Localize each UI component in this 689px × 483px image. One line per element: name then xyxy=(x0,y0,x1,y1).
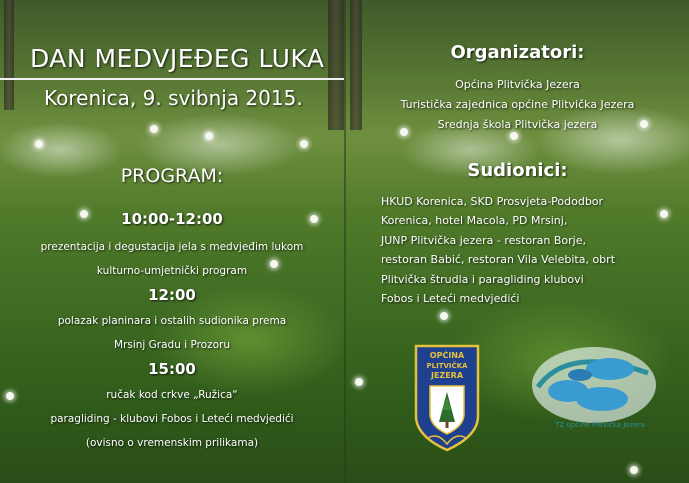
tree-trunk xyxy=(328,0,344,130)
flower xyxy=(35,140,43,148)
shield-text-top: OPĆINA xyxy=(429,351,465,360)
shield-text-mid: PLITVIČKA xyxy=(426,362,468,370)
program-time: 10:00-12:00 xyxy=(121,210,223,228)
event-date: Korenica, 9. svibnja 2015. xyxy=(44,86,303,110)
program-line: Mrsinj Gradu i Prozoru xyxy=(113,339,231,351)
program-line: ručak kod crkve „Ružica“ xyxy=(106,389,238,401)
panel-divider xyxy=(344,0,346,483)
flower xyxy=(440,312,448,320)
shield-text-bottom: JEZERA xyxy=(430,371,464,380)
program-heading: PROGRAM: xyxy=(120,165,224,187)
organizer-line: Općina Plitvička Jezera xyxy=(455,78,580,91)
participant-line: restoran Babić, restoran Vila Velebita, obrt xyxy=(381,253,616,266)
program-line: polazak planinara i ostalih sudionika prema xyxy=(57,315,287,327)
program-line: paragliding - klubovi Fobos i Leteći medvjedići xyxy=(50,413,294,425)
tourist-board-logo-text: TZ općine Plitvička Jezera xyxy=(555,421,645,429)
flower xyxy=(150,125,158,133)
organizer-line: Srednja škola Plitvička jezera xyxy=(437,118,598,131)
flower xyxy=(205,132,213,140)
flower xyxy=(660,210,668,218)
organizer-line: Turistička zajednica općine Plitvička Jezera xyxy=(400,98,635,111)
flower xyxy=(630,466,638,474)
flower xyxy=(510,132,518,140)
program-time: 15:00 xyxy=(148,360,196,378)
program-time: 12:00 xyxy=(148,286,196,304)
participant-line: Plitvička štrudla i paragliding klubovi xyxy=(381,273,584,286)
participant-line: Fobos i Leteći medvjedići xyxy=(381,292,520,305)
flower xyxy=(355,378,363,386)
participant-line: Korenica, hotel Macola, PD Mrsinj, xyxy=(381,214,568,227)
program-line: kulturno-umjetnički program xyxy=(96,265,248,277)
program-line: prezentacija i degustacija jela s medvjeđim lukom xyxy=(40,241,304,253)
participant-line: HKUD Korenica, SKD Prosvjeta-Pododbor xyxy=(381,195,604,208)
flower xyxy=(300,140,308,148)
event-title: DAN MEDVJEĐEG LUKA xyxy=(30,44,325,73)
title-underline xyxy=(0,78,344,80)
participant-line: JUNP Plitvička jezera - restoran Borje, xyxy=(381,234,587,247)
municipality-coat-of-arms-logo xyxy=(414,344,480,452)
tree-trunk xyxy=(4,0,14,110)
program-line: (ovisno o vremenskim prilikama) xyxy=(85,437,259,449)
participants-heading: Sudionici: xyxy=(467,160,568,181)
organizers-heading: Organizatori: xyxy=(450,42,585,63)
tourist-board-logo xyxy=(528,343,660,431)
